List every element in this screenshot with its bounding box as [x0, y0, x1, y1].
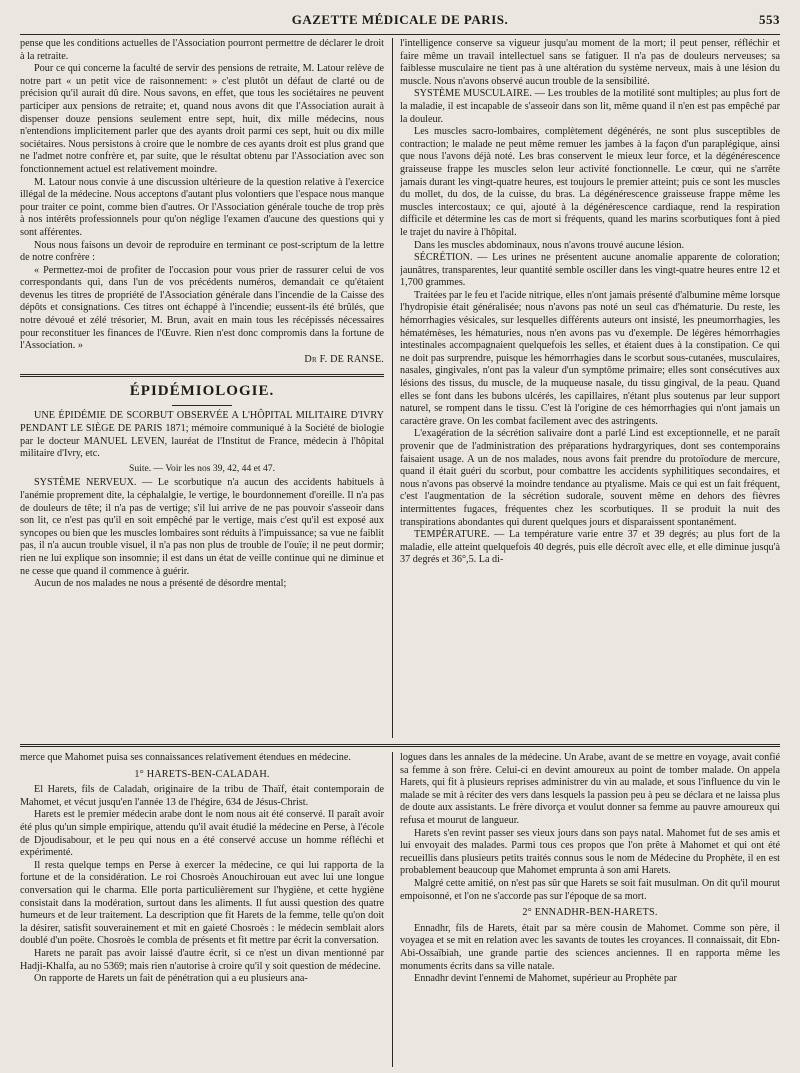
paragraph: SYSTÈME MUSCULAIRE. — Les troubles de la motilité sont multiples; au plus fort de la maladie, il est incapable de s'asseoir dans son lit, même quand il n'en est pas empêché par la douleur.: [400, 88, 780, 125]
paragraph: SÉCRÉTION. — Les urines ne présentent aucune anomalie apparente de coloration; jaunâtres, transparentes, leur quantité semble osciller dans les vingt-quatre heures entre 12 et 1,700 grammes.: [400, 252, 780, 289]
paragraph: merce que Mahomet puisa ses connaissances relativement étendues en médecine.: [20, 752, 351, 763]
page-header: [20, 12, 780, 32]
column-divider-top: [392, 38, 393, 738]
subsection-heading: 1° HARETS-BEN-CALADAH.: [134, 768, 270, 780]
section-heading: ÉPIDÉMIOLOGIE.: [129, 383, 275, 400]
paragraph: Pour ce qui concerne la faculté de servir des pensions de retraite, M. Latour relève de notre part « un petit vice de raisonnement: » c'est plutôt un défaut de clarté ou de précision qu'il aurait dû dire. Nous savons, en effet, que tous les sociétaires ne peuvent participer aux pensions de retraite; et, quand nous avons dit que l'Association aurait à dispenser douze pensions seulement entre sept, huit, dix mille médecins, nous n'entendions implicitement parler que des ayants droit parmi ces sept, huit ou dix mille sociétaires. Nous persistons à croire que le nombre de ces ayants droit est plus grand que ne l'admet notre confrère et, par suite, que le résultat obtenu par l'Association avec son fonctionnement actuel est relativement moindre.: [20, 63, 384, 175]
heading-rule: [172, 405, 232, 406]
paragraph: Malgré cette amitié, on n'est pas sûr que Harets se soit fait musulman. On dit qu'il mourut empoisonné, et l'on ne s'accorde pas sur l'époque de sa mort.: [400, 877, 780, 902]
paragraph: logues dans les annales de la médecine. Un Arabe, avant de se mettre en voyage, avait confié sa femme à son frère. Celui-ci en devint amoureux au point de tomber malade. On appela Harets, qui fit à plusieurs reprises administrer du vin au malade, et sous l'influence du vin le malade se mit à réciter des vers dans lesquels la passion peu à peu se déclara et ne laissa plus de doute aux assistants. Le frère divorça et voulut donner sa femme au pauvre amoureux qui refusa et mourut de langueur.: [400, 752, 780, 826]
paragraph: l'intelligence conserve sa vigueur jusqu'au moment de la mort; il peut penser, réfléchir et faire même un travail intellectuel sans se fatiguer. Il n'a pas de douleurs nerveuses; sa faiblesse musculaire ne tient pas à une altération du système nerveux, mais à une lésion du muscle. Nous n'avons observé aucun trouble de la sensibilité.: [400, 38, 780, 87]
journal-title: GAZETTE MÉDICALE DE PARIS.: [291, 12, 509, 27]
paragraph: Aucun de nos malades ne nous a présenté de désordre mental;: [34, 578, 287, 590]
column-top-left: [20, 38, 384, 738]
paragraph: TEMPÉRATURE. — La température varie entre 37 et 39 degrés; au plus fort de la maladie, elle atteint quelquefois 40 degrés, puis elle décroît avec elle, et elle diminue jusqu'à 37 degrés et 36°,5. La di-: [400, 529, 780, 566]
paragraph: Ennadhr, fils de Harets, était par sa mère cousin de Mahomet. Comme son père, il voyagea et se mit en relation avec les savants de toutes les croyances. Il connaissait, dit Ebn-Abi-Ossaïbiah, une grande partie des sciences anciennes. Il en rapporta même les monuments écrits dans sa ville natale.: [400, 922, 780, 972]
paragraph: Harets ne paraît pas avoir laissé d'autre écrit, si ce n'est un divan mentionné par Hadji-Khalfa, au no 5369; mais rien n'autorise à croire qu'il y soit question de médecine.: [20, 947, 384, 972]
paragraph: L'exagération de la sécrétion salivaire dont a parlé Lind est exceptionnelle, et ne paraît provenir que de l'administration des préparations hydrargyriques, dont ses contemporains faisaient usage. A un de nos malades, nous avons fait prendre du protoïodure de mercure, quand il était guéri du scorbut, pour combattre les accidents syphilitiques secondaires, et nous n'avons pas observé la moindre tendance au ptyalisme. Mais ce qui est un fait fréquent, c'est l'augmentation de la sécrétion sudorale, souvent même en dehors des fièvres intermittentes fugaces, fréquentes chez les scorbutiques. Il se produit la nuit des transpirations abondantes qui durent quelques jours et disparaissent spontanément.: [400, 428, 780, 528]
page-number: 553: [759, 12, 780, 27]
paragraph: El Harets, fils de Caladah, originaire de la tribu de Thaïf, était contemporain de Mahomet, et vécut jusqu'en l'année 13 de l'hégire, 634 de Jésus-Christ.: [20, 784, 384, 808]
quoted-paragraph: « Permettez-moi de profiter de l'occasion pour vous prier de rassurer celui de vos correspondants qui, dans l'un de vos précédents numéros, demandait ce qu'étaient devenus les titres de propriété de l'Association générale dans l'incendie de la Caisse des dépôts et consignations. Ces titres ont échappé à l'incendie; eussent-ils été brûlés, que notre dévoué et zélé trésorier, M. Brun, avait en main tous les récépissés nécessaires pour reconstituer les finances de l'Œuvre. Rien n'est donc compromis dans la fortune de l'Association. »: [20, 264, 384, 352]
column-top-right: [400, 38, 780, 738]
column-bottom-left: [20, 752, 384, 1067]
section-rule: [20, 374, 384, 377]
signature: Dr F. DE RANSE.: [304, 353, 384, 365]
paragraph: M. Latour nous convie à une discussion ultérieure de la question relative à l'exercice illégal de la médecine. Nous acceptons d'autant plus volontiers que l'espace nous manque pour traiter ce point, comme bien d'autres. Or l'Association générale touche de trop près à nos intérêts professionnels pour qu'on néglige l'examen d'aucune des questions qui y sont afférentes.: [20, 176, 384, 238]
header-rule: [20, 34, 780, 35]
article-intro: UNE ÉPIDÉMIE DE SCORBUT OBSERVÉE A L'HÔPITAL MILITAIRE D'IVRY PENDANT LE SIÈGE DE PARIS 1871; mémoire communiqué à la Société de biologie par le docteur MANUEL LEVEN, lauréat de l'Institut de France, médecin à l'hôpital militaire d'Ivry, etc.: [20, 410, 384, 460]
paragraph: Dans les muscles abdominaux, nous n'avons trouvé aucune lésion.: [414, 239, 685, 251]
paragraph: SYSTÈME NERVEUX. — Le scorbutique n'a aucun des accidents habituels à l'anémie proprement dite, la céphalalgie, le vertige, le bourdonnement d'oreille. Il n'a pas de douleurs de tête; il n'a pas de vertige; s'il lui arrive de ne pas pouvoir s'asseoir dans son lit, ce n'est pas qu'il en soit empêché par le vertige, mais c'est qu'il est exposé aux syncopes ou bien que les muscles lombaires sont réduits à l'impuissance; sa vue ne faiblit pas, il n'a aucun trouble visuel, il n'a pas non plus de trouble de l'ouïe; il ne peut dormir; rien ne lui explique son insomnie; il est dans un état de veille continue qui ne diminue et ne cesse que quand il commence à guérir.: [20, 477, 384, 577]
paragraph: pense que les conditions actuelles de l'Association pourront permettre de déclarer le droit à la retraite.: [20, 38, 384, 62]
paragraph: Il resta quelque temps en Perse à exercer la médecine, ce qui lui rapporta de la fortune et de la considération. Le roi Chosroès Anouchirouan eut avec lui une longue conversation qui le charma. Elle porta particulièrement sur l'hygiène, et cette hygiène consistait dans la modération, surtout dans les aliments. Il fut aussi question des quatre humeurs et de leur traitement. La description que fit Harets de la femme, telle qu'on doit la désirer, satisfit souverainement et mit en gaieté Chosroès : le médecin semblait alors doublé d'un poëte. Chosroès le combla de présents et fit mettre par écrit la conversation.: [20, 859, 384, 947]
paragraph: Harets s'en revint passer ses vieux jours dans son pays natal. Mahomet fut de ses amis et lui envoyait des malades. Parmi tous ces propos que l'on prête à Mahomet et qui ont été recueillis dans plusieurs petits traités connus sous le nom de Médecine du Prophète, il en est probablement beaucoup que Mahomet emprunta à son ami Harets.: [400, 827, 780, 877]
subsection-heading: 2° ENNADHR-BEN-HARETS.: [522, 907, 658, 919]
article-suite-note: Suite. — Voir les nos 39, 42, 44 et 47.: [129, 462, 275, 474]
column-divider-bottom: [392, 752, 393, 1067]
column-bottom-right: [400, 752, 780, 1067]
paragraph: On rapporte de Harets un fait de pénétration qui a eu plusieurs ana-: [34, 973, 308, 985]
paragraph: Traitées par le feu et l'acide nitrique, elles n'ont jamais présenté d'albumine même lorsque l'hydropisie était généralisée; nous n'avons pas noté un seul cas d'hématurie. Du reste, les hémorrhagies vésicales, sur lesquelles différents auteurs ont insisté, les pneumorrhagies, les hématémèses, les hématuries, nous n'en avons pas vu d'exemple. De légères hémorrhagies intestinales accompagnaient quelquefois les selles, et étaient dues à la constipation. Ce qui ne doit pas surprendre, puisque les hémorrhagies dans le scorbut sous-cutanées, musculaires, nasales, gingivales, n'ont pas la valeur d'un symptôme primaire; elles sont consécutives aux lésions des tissus, du muscle, de la muqueuse nasale, du tissu gingival, de la peau. Quand elles se font dans les bubons ulcérés, les capillaires, n'étant plus soutenus par leur support naturel, se rompent dans le tissu. C'est là l'origine de ces hémorrhagies qui n'ont jamais un caractère grave. On les combat facilement avec des astringents.: [400, 289, 780, 427]
paragraph: Ennadhr devint l'ennemi de Mahomet, supérieur au Prophète par: [414, 973, 677, 985]
feuilleton-rule: [20, 744, 780, 747]
paragraph: Nous nous faisons un devoir de reproduire en terminant ce post-scriptum de la lettre de notre confrère :: [20, 239, 384, 264]
paragraph: Harets est le premier médecin arabe dont le nom nous ait été conservé. Il paraît avoir été plus qu'un simple empirique, attendu qu'il avait étudié la médecine en Perse, à l'école de Djoudisabour, et le peu qui nous en a été conservé accuse un homme réfléchi et expérimenté.: [20, 809, 384, 859]
paragraph: Les muscles sacro-lombaires, complètement dégénérés, ne sont plus susceptibles de contraction; le malade ne peut même remuer les jambes à la façon d'un paraplégique, ainsi que nous l'avons déjà noté. Les bras conservent le mieux leur force, et la dégénérescence graisseuse frappe les muscles selon leur activité fonctionnelle. Le cœur, qui ne s'arrête jamais durant les vingt-quatre heures, est toujours le premier atteint; puis ce sont les muscles du mollet, du dos, de la cuisse, du bras. La dégénérescence graisseuse frappe même les muscles intercostaux; ce qui, ajouté à la dégénérescence cardiaque, rend la respiration difficile et détermine les cas de mort si fréquents, quand les marins scorbutiques font à pied le trajet du navire à l'hôpital.: [400, 126, 780, 238]
